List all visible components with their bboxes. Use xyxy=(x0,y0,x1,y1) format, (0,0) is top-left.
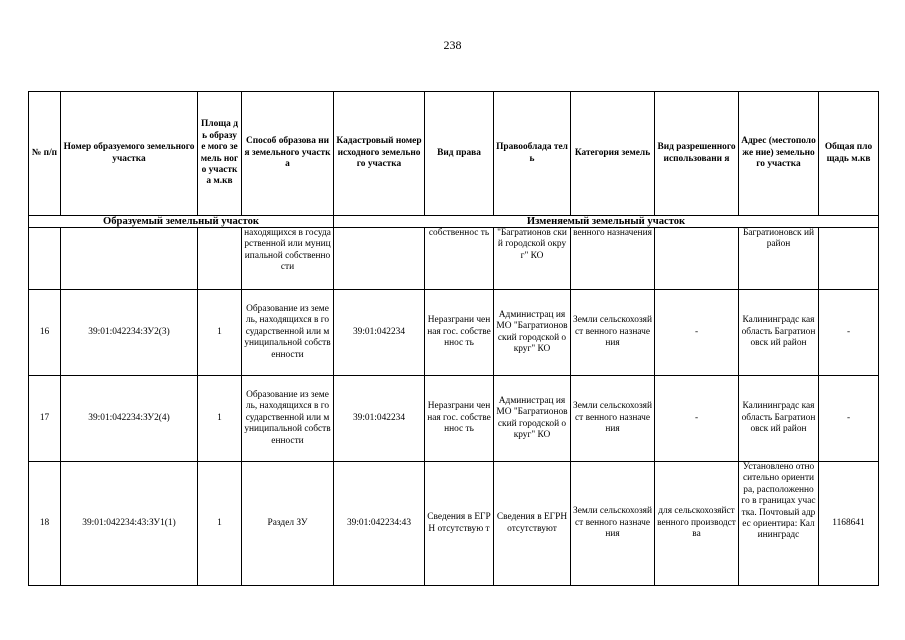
table-cell: 39:01:042234 xyxy=(334,290,425,376)
header-cadastral-number: Кадастровый номер исходного земельного участка xyxy=(334,92,425,216)
header-number: № п/п xyxy=(29,92,61,216)
table-cell: венного назначения xyxy=(571,228,655,290)
header-address: Адрес (местоположе ние) земельного участка xyxy=(739,92,819,216)
header-plot-number: Номер образуемого земельного участка xyxy=(61,92,198,216)
table-cell: 39:01:042234:ЗУ2(3) xyxy=(61,290,198,376)
table-cell: 1 xyxy=(198,376,242,462)
page-number: 238 xyxy=(443,38,462,52)
table-cell: 39:01:042234:43 xyxy=(334,462,425,586)
table-cell: Земли сельскохозяйст венного назначения xyxy=(571,376,655,462)
table-row xyxy=(29,290,879,376)
table-row xyxy=(29,376,879,462)
table-cell xyxy=(655,228,739,290)
table-cell: Администрац ия МО "Багратионов ский городской округ" КО xyxy=(494,376,571,462)
header-total-area: Общая площадь м.кв xyxy=(819,92,879,216)
table-cell: Земли сельскохозяйст венного назначения xyxy=(571,462,655,586)
table-cell: 17 xyxy=(29,376,61,462)
header-owner: Правооблада тель xyxy=(494,92,571,216)
table-row xyxy=(29,462,879,586)
table-cell: Раздел ЗУ xyxy=(242,462,334,586)
table-cell: Образование из земель, находящихся в государственной или муниципальной собственности xyxy=(242,290,334,376)
section-changed-plot: Изменяемый земельный участок xyxy=(334,216,879,228)
table-cell xyxy=(61,228,198,290)
header-area: Площа дь образу е мого земель ного участк а м.кв xyxy=(198,92,242,216)
table-cell: Земли сельскохозяйст венного назначения xyxy=(571,290,655,376)
table-cell: Багратионовск ий район xyxy=(739,228,819,290)
table-cell: Неразграни ченная гос. собственнос ть xyxy=(425,290,494,376)
table-cell: 39:01:042234:ЗУ2(4) xyxy=(61,376,198,462)
table-cell: - xyxy=(819,376,879,462)
table-cell: находящихся в государственной или муниципальной собственности xyxy=(242,228,334,290)
table-cell: Образование из земель, находящихся в государственной или муниципальной собственности xyxy=(242,376,334,462)
section-formed-plot: Образуемый земельный участок xyxy=(29,216,334,228)
header-right-type: Вид права xyxy=(425,92,494,216)
table-cell: - xyxy=(819,290,879,376)
table-cell: Неразграни ченная гос. собственнос ть xyxy=(425,376,494,462)
table-cell: Сведения в ЕГРН отсутствую т xyxy=(425,462,494,586)
table-cell: Сведения в ЕГРН отсутствуют xyxy=(494,462,571,586)
table-cell: Установлено относительно ориентира, расположенно го в границах участка. Почтовый адрес ориентира: Калининградс xyxy=(739,462,819,586)
table-cell: - xyxy=(655,290,739,376)
land-plot-table xyxy=(28,91,879,586)
table-cell: 39:01:042234 xyxy=(334,376,425,462)
table-cell: для сельскохозяйст венного производства xyxy=(655,462,739,586)
table-cell xyxy=(198,228,242,290)
header-land-category: Категория земель xyxy=(571,92,655,216)
table-cell: 39:01:042234:43:ЗУ1(1) xyxy=(61,462,198,586)
table-cell xyxy=(334,228,425,290)
table-cell: "Багратионов ский городской округ" КО xyxy=(494,228,571,290)
table-cell: 1 xyxy=(198,462,242,586)
header-formation-method: Способ образова ния земельного участка xyxy=(242,92,334,216)
table-cell: Администрац ия МО "Багратионов ский городской округ" КО xyxy=(494,290,571,376)
table-cell: Калининградс кая область Багратионовск ий район xyxy=(739,376,819,462)
continuation-row xyxy=(29,228,879,290)
table-cell: - xyxy=(655,376,739,462)
table-cell xyxy=(819,228,879,290)
table-cell: собственнос ть xyxy=(425,228,494,290)
header-permitted-use: Вид разрешенного использовани я xyxy=(655,92,739,216)
table-cell xyxy=(29,228,61,290)
table-cell: 18 xyxy=(29,462,61,586)
header-row xyxy=(29,92,879,216)
table-cell: Калининградс кая область Багратионовск ий район xyxy=(739,290,819,376)
table-cell: 1 xyxy=(198,290,242,376)
table-cell: 1168641 xyxy=(819,462,879,586)
section-row xyxy=(29,216,879,228)
table-cell: 16 xyxy=(29,290,61,376)
